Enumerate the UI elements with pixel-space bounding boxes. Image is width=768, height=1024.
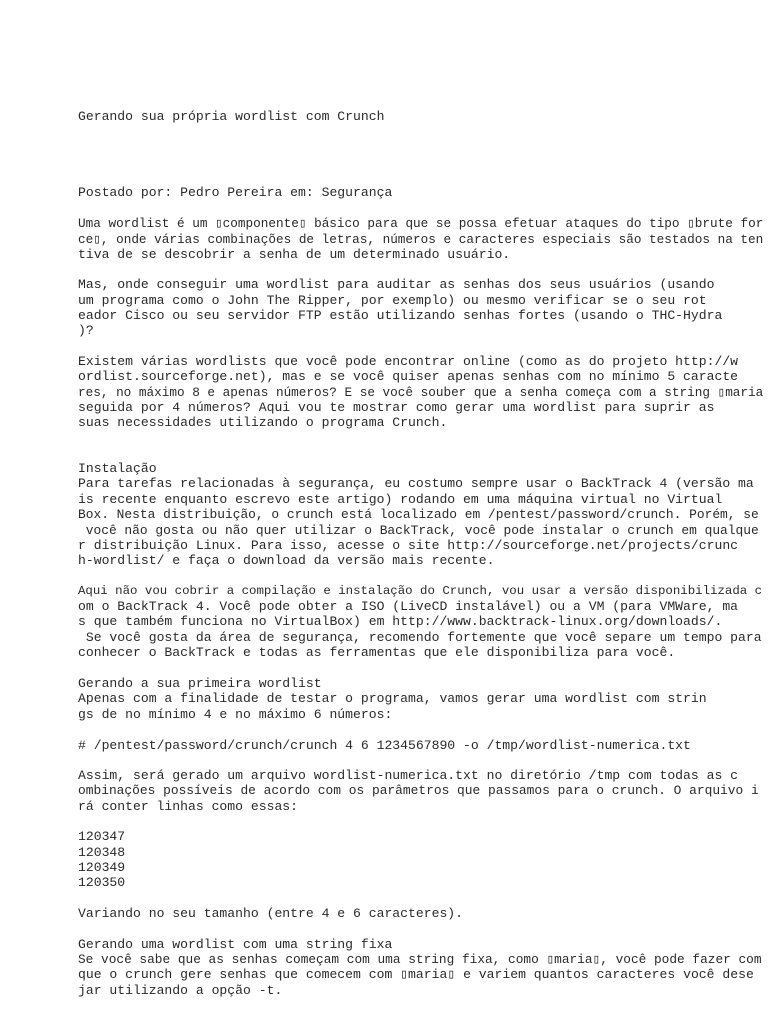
existem-line: res, no máximo 8 e apenas números? E se você souber que a senha começa com a string ▯maria (78, 385, 764, 400)
existem-line: ordlist.sourceforge.net), mas e se você quiser apenas senhas com no mínimo 5 caracte (78, 369, 739, 384)
question-line: Mas, onde conseguir uma wordlist para auditar as senhas dos seus usuários (usando (78, 277, 715, 292)
byline: Postado por: Pedro Pereira em: Segurança (78, 185, 393, 200)
compilacao-line: conhecer o BackTrack e todas as ferramentas que ele disponibiliza para você. (78, 645, 676, 660)
sample-line: 120349 (78, 860, 126, 875)
primeira-line: Apenas com a finalidade de testar o programa, vamos gerar uma wordlist com strin (78, 691, 707, 706)
fixa-heading: Gerando uma wordlist com uma string fixa (78, 937, 393, 952)
sample-line: 120350 (78, 875, 126, 890)
existem-line: Existem várias wordlists que você pode encontrar online (como as do projeto http://w (78, 354, 739, 369)
instalacao-line: r distribuição Linux. Para isso, acesse o site http://sourceforge.net/projects/crunc (78, 538, 739, 553)
primeira-heading: Gerando a sua primeira wordlist (78, 676, 322, 691)
question-line: )? (78, 323, 94, 338)
instalacao-line: Para tarefas relacionadas à segurança, eu costumo sempre usar o BackTrack 4 (versão ma (78, 476, 754, 491)
instalacao-line: is recente enquanto escrevo este artigo) rodando em uma máquina virtual no Virtual (78, 492, 723, 507)
fixa-line: jar utilizando a opção -t. (78, 983, 283, 998)
question-line: um programa como o John The Ripper, por exemplo) ou mesmo verificar se o seu rot (78, 293, 707, 308)
instalacao-line: h-wordlist/ e faça o download da versão mais recente. (78, 553, 495, 568)
fixa-line: que o crunch gere senhas que comecem com ▯maria▯ e variem quantos caracteres você dese (78, 967, 754, 982)
assim-line: Assim, será gerado um arquivo wordlist-numerica.txt no diretório /tmp com todas as c (78, 768, 739, 783)
compilacao-line: om o BackTrack 4. Você pode obter a ISO (LiveCD instalável) ou a VM (para VMWare, ma (78, 599, 739, 614)
intro-line: ce▯, onde várias combinações de letras, números e caracteres especiais são testados na ten (78, 232, 764, 247)
question-line: eador Cisco ou seu servidor FTP estão utilizando senhas fortes (usando o THC-Hydra (78, 308, 723, 323)
command-line: # /pentest/password/crunch/crunch 4 6 1234567890 -o /tmp/wordlist-numerica.txt (78, 738, 691, 753)
fixa-line: Se você sabe que as senhas começam com uma string fixa, como ▯maria▯, você pode fazer com (78, 952, 762, 967)
compilacao-line: s que também funciona no VirtualBox) em http://www.backtrack-linux.org/downloads/. (78, 614, 723, 629)
assim-line: ombinações possíveis de acordo com os parâmetros que passamos para o crunch. O arquivo i (78, 783, 759, 798)
existem-line: seguida por 4 números? Aqui vou te mostrar como gerar uma wordlist para suprir as (78, 400, 715, 415)
intro-line: Uma wordlist é um ▯componente▯ básico para que se possa efetuar ataques do tipo ▯brute for (78, 216, 764, 231)
variando-line: Variando no seu tamanho (entre 4 e 6 caracteres). (78, 906, 464, 921)
assim-line: rá conter linhas como essas: (78, 799, 299, 814)
primeira-line: gs de no mínimo 4 e no máximo 6 números: (78, 707, 393, 722)
compilacao-line: Se você gosta da área de segurança, recomendo fortemente que você separe um tempo para (78, 630, 762, 645)
instalacao-heading: Instalação (78, 461, 157, 476)
existem-line: suas necessidades utilizando o programa Crunch. (78, 415, 448, 430)
intro-line: tiva de se descobrir a senha de um determinado usuário. (78, 247, 511, 262)
instalacao-line: Box. Nesta distribuição, o crunch está localizado em /pentest/password/crunch. Porém, se (78, 507, 759, 522)
compilacao-line: Aqui não vou cobrir a compilação e instalação do Crunch, vou usar a versão disponibilizada c (78, 584, 763, 598)
sample-line: 120347 (78, 829, 126, 844)
document-title: Gerando sua própria wordlist com Crunch (78, 109, 385, 124)
instalacao-line: você não gosta ou não quer utilizar o BackTrack, você pode instalar o crunch em qualque (78, 523, 759, 538)
sample-line: 120348 (78, 845, 126, 860)
